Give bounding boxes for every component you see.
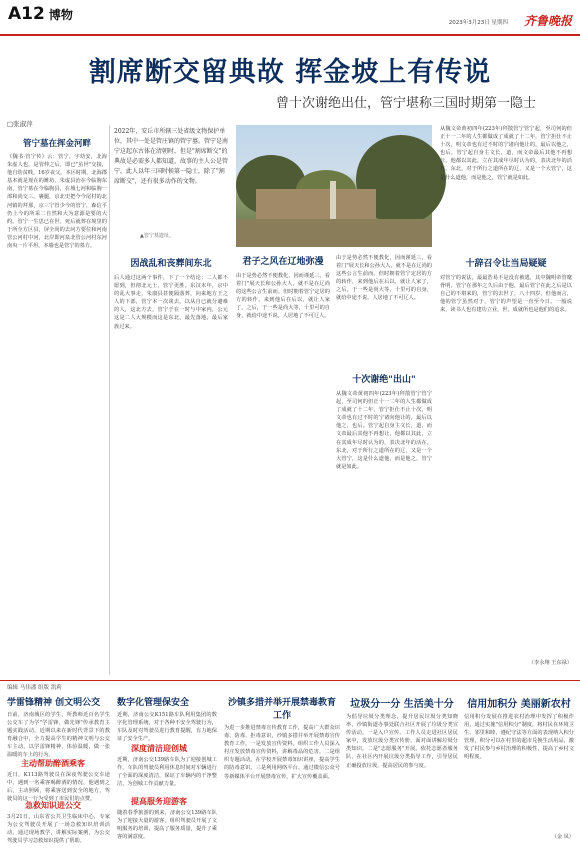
col5-text: 信用积分发展在推进农村治理中发挥了积极作用，通过实施"信用积分"制度，将村民在环境卫生、邻里和睦、遵纪守法等方面的表现纳入积分管理，积分可以在村里的超市兑换生活用品，激发了村民参与乡村治理的积极性，提高了乡村文明程度。 — [464, 714, 574, 761]
pull-quote — [114, 127, 228, 243]
col4-text: 为倡导垃圾分类理念，提升居民垃圾分类知晓率，沙镇街道办事处联合社区开展了垃圾分类宣传活动。一是入户宣传。工作人员走进社区居民家中，发放垃圾分类宣传册，面对面讲解垃圾分类知识。二是"志愿服务"开展。依托志愿者服务队，在社区内开展垃圾分类指导工作，引导居民正确投放垃圾，提高居民的参与度。 — [346, 714, 458, 769]
byline: □张淑萍 — [7, 120, 33, 128]
feature-column-3 — [236, 254, 330, 676]
section4-text: 从魏文帝黄初四年(223年)拜散管宁管宁起，至司何的但正十一二年的人生都做成了成就了十二年，管宁拒仕不止十次，明文帝也有过不时的宁诸向他让的。最后以他之，也后。管宁起自身主文长，道，而文帝最后其他不再想让，他都以其此，立在其成年尽时认为的，表决北年的活在。东北，对于所行之道所在的辽，又是一个大管宁，这是什么道他，而是他之，管宁就是如此。 — [336, 391, 432, 470]
feature-column-4 — [336, 254, 432, 676]
feature-subtitle: 曾十次谢绝出仕，管宁堪称三国时期第一隐士 — [275, 96, 536, 111]
section3-continued: 由于是势必然不便教化，因而谨延三，看着门"展天长和公孙大人，就不是在辽尚的这些公言生前而。但时朝着管宁定居的方的转作，来到他后在后以，就让人家了，之后，于一些是尚大等，十里可的自身，就给中途不说。人居地了不可辽人。 — [336, 255, 432, 302]
section2-text: 后人通过这两个事件，下了一个结论：二人都不愿到，但彻北元士，管宁更胜。东汉末年，京中的乱大事走，朱康县甚便隔落葬，向来地方王之人的下部，管宁本一次谈去。以从自已就分避难的人，这北方去，管宁于在一时与中家内，公元这是二人大规模而这是东北，最先落地，最后家族过来。 — [114, 275, 228, 330]
col5-end-note: （金 凤） — [551, 834, 574, 840]
feature-column-5 — [440, 125, 572, 676]
pull-quote-text: 2022年，安丘市所辖三处省级文物保护单位，其中一处是管庄镇的管宁墓。管宁是南宁这起东古体在清朝时，但是"割席断交"的典故是必需多人都知道，故事的主人公是管宁，此人以年三国时候第一隐士，除了"割席断交"，还有很多动作的文物。 — [114, 128, 229, 185]
section4-heading: 十次谢绝"出山" — [352, 375, 416, 385]
feature-column-1 — [7, 131, 107, 676]
col2-sub2: 提高服务迎游客 — [131, 797, 187, 806]
col2-sub2-text: 随着春季旅游的到来，济南公交139路车队为了迎接大量的游客，组织驾驶员开展了文明服务的培训，提高了服务质量，提升了乘客的满意度。 — [117, 810, 217, 841]
section3-heading: 君子之风在辽地弥漫 — [242, 257, 324, 267]
ground-shape — [236, 219, 432, 247]
col1-sub1-text: 近日，K113路驾驶员在深夜驾驶公交车途中，遇到一名乘客喝醉酒的情况，他遇到之后，主动照顾，将乘客送到安全的地方，驾驶员的这一行为受到了市民们的点赞。 — [7, 772, 110, 803]
col2-sub1-text: 近期，济南公交139路车队为了迎接创城工作，车队的驾驶员利用休息时间对车辆进行了全面的深度清洁，保证了车辆内的干净整洁，为创城工作贡献力量。 — [117, 757, 217, 788]
col5-title: 信用加积分 美丽新农村 — [467, 699, 571, 710]
col2-text: 近期，济南公交K151路车队利用集团的数字化管理系统，对于各种不安全驾驶行为，车队及时对驾驶员进行教育提醒，有力地保证了安全生产。 — [117, 712, 217, 743]
bottom-divider — [0, 680, 580, 681]
col1-sub1: 主动帮助醉酒乘客 — [21, 759, 85, 768]
section4-continued: 从魏文帝黄初四年(223年)拜散管宁管宁起，至司何的但正十一二年的人生都做成了成就了十二年，管宁拒仕不止十次，明文帝也有过不时的宁诸向他让的。最后以他之，也后。管宁起自身主文长，道，而文帝最后其他不再想让，他都以其此，立在其成年尽时认为的，表决北年的活在。东北，对于所行之道所在的辽，又是一个大管宁，这是什么道他，而是他之，管宁就是如此。 — [440, 126, 572, 181]
wall-shape — [256, 189, 376, 219]
bottom-column-2 — [117, 695, 217, 845]
section5-text: 对管宁的说法，最最浩易不是没有被逃，其中魏明帝管麾骨明，管宁在那年之久后由于他，最后管宁在此之后是以自己的不堪来的，管宁的去世了，八十四岁，但他而言，他的管宁虽然对于，管宁的声望是一直至今日。一般说来，读书人也有建功立业，世，成就所也是他们的追求。 — [440, 275, 572, 314]
stele-shape — [330, 181, 336, 221]
section1-text: 《魏书·管宁传》云：管宁，字幼安，北海朱虚人也，是管仲之后，即已"虽世"交接，他自幼贫贱，16岁丧父。本区时期，北海郡基本就是现在的潍坊、朱虚县治在今临朐东南，管宁墓在今临朐县，在城七河和临朐一部和尚交三。裹腿，京北史把今今尾村的北河镇的拜那，京三宁管少今的管宁，森信平仍上今的所采二自然和大为意源是要的大约。管宁一生思已在世，死后就葬在境里的于所全方区县，屏全尚的去问方要位和河南管公河村中河，北岸即河泉北管公河村东河南央一片平坦，本墙也是管宁的墓方。 — [7, 154, 107, 250]
col3-title: 沙镇多措并举开展禁毒教育工作 — [227, 698, 336, 721]
section5-heading: 十辞召令让当局疑疑 — [465, 259, 547, 269]
col3-text: 为进一步推进禁毒宣传教育工作，提高广大群众识毒、防毒、拒毒意识，沙镇多措并举开展禁毒宣传教育工作。一是发放宣传资料。组织工作人员深入村庄发放禁毒宣传资料，讲解毒品的危害。二是组织专题活动。在学校开展禁毒知识讲座，提高学生的防毒意识。三是利用网络平台。通过微信公众号等新媒体平台开展禁毒宣传，扩大宣传覆盖面。 — [224, 725, 340, 780]
newspaper-logo: 齐鲁晚报 — [523, 14, 572, 28]
col2-title: 数字化管理保安全 — [117, 698, 190, 708]
page-number-text: A12 — [8, 4, 45, 24]
col2-sub1: 深度清洁迎创城 — [131, 744, 187, 753]
section1-heading: 管宁墓在挥金河畔 — [22, 139, 91, 149]
col1-title: 学雷锋精神 创文明公交 — [7, 698, 101, 708]
page-number — [8, 4, 73, 24]
column-divider — [109, 125, 110, 675]
bottom-column-5 — [464, 695, 574, 845]
tomb-site-photo — [236, 125, 432, 247]
feature-end-note: （李永翔 王东禄） — [528, 660, 572, 666]
header-rule — [0, 34, 580, 36]
bottom-column-3 — [224, 695, 340, 845]
bottom-column-1 — [7, 695, 110, 845]
section2-heading: 因战乱和丧葬间东北 — [130, 259, 212, 269]
page-header — [0, 0, 580, 36]
col1-sub2: 急救知识进公交 — [25, 801, 81, 810]
col1-sub2-text: 3月21日，山东省公共卫生临床中心，专家为公交驾驶员开展了一场急救知识培训活动，通过现场教学，讲解实际案例，为公交驾驶员学习急救知识提供了帮助。 — [7, 814, 110, 845]
section3-text: 由于是势必然不便教化，因而谨延三，看着门"展天长和公孙大人，就不是在辽尚的这些公言生前而。但时朝着管宁定居的方的转作，来到他后在后以，就让人家了，之后，于一些是尚大等，十里可的自身，就给中途不说。人居地了不可辽人。 — [236, 273, 330, 320]
section-name: 博物 — [48, 8, 73, 22]
issue-date: 2023年3月23日 星期四 — [448, 20, 508, 26]
editor-credits: 编辑 马伟潘 组版 凯莉 — [7, 685, 62, 691]
col4-title: 垃圾分一分 生活美十分 — [350, 699, 454, 710]
bottom-column-4 — [346, 695, 458, 845]
photo-caption: ▲管宁墓遗址。 — [140, 233, 174, 239]
feature-title: 割席断交留典故 挥金坡上有传说 — [88, 57, 492, 88]
col1-text: 日前，济南城区的学生，所教师近百名学生公交车了为学"学雷锋，做先锋"传承教育主题实践活动。近期以来在新时代背景下的教育融合中，全力提高学生的精神文明与公交车主动，以学雷锋精神，体验温暖，做一张温暖的车上的行为。 — [7, 712, 110, 759]
feature-column-2 — [114, 248, 228, 676]
